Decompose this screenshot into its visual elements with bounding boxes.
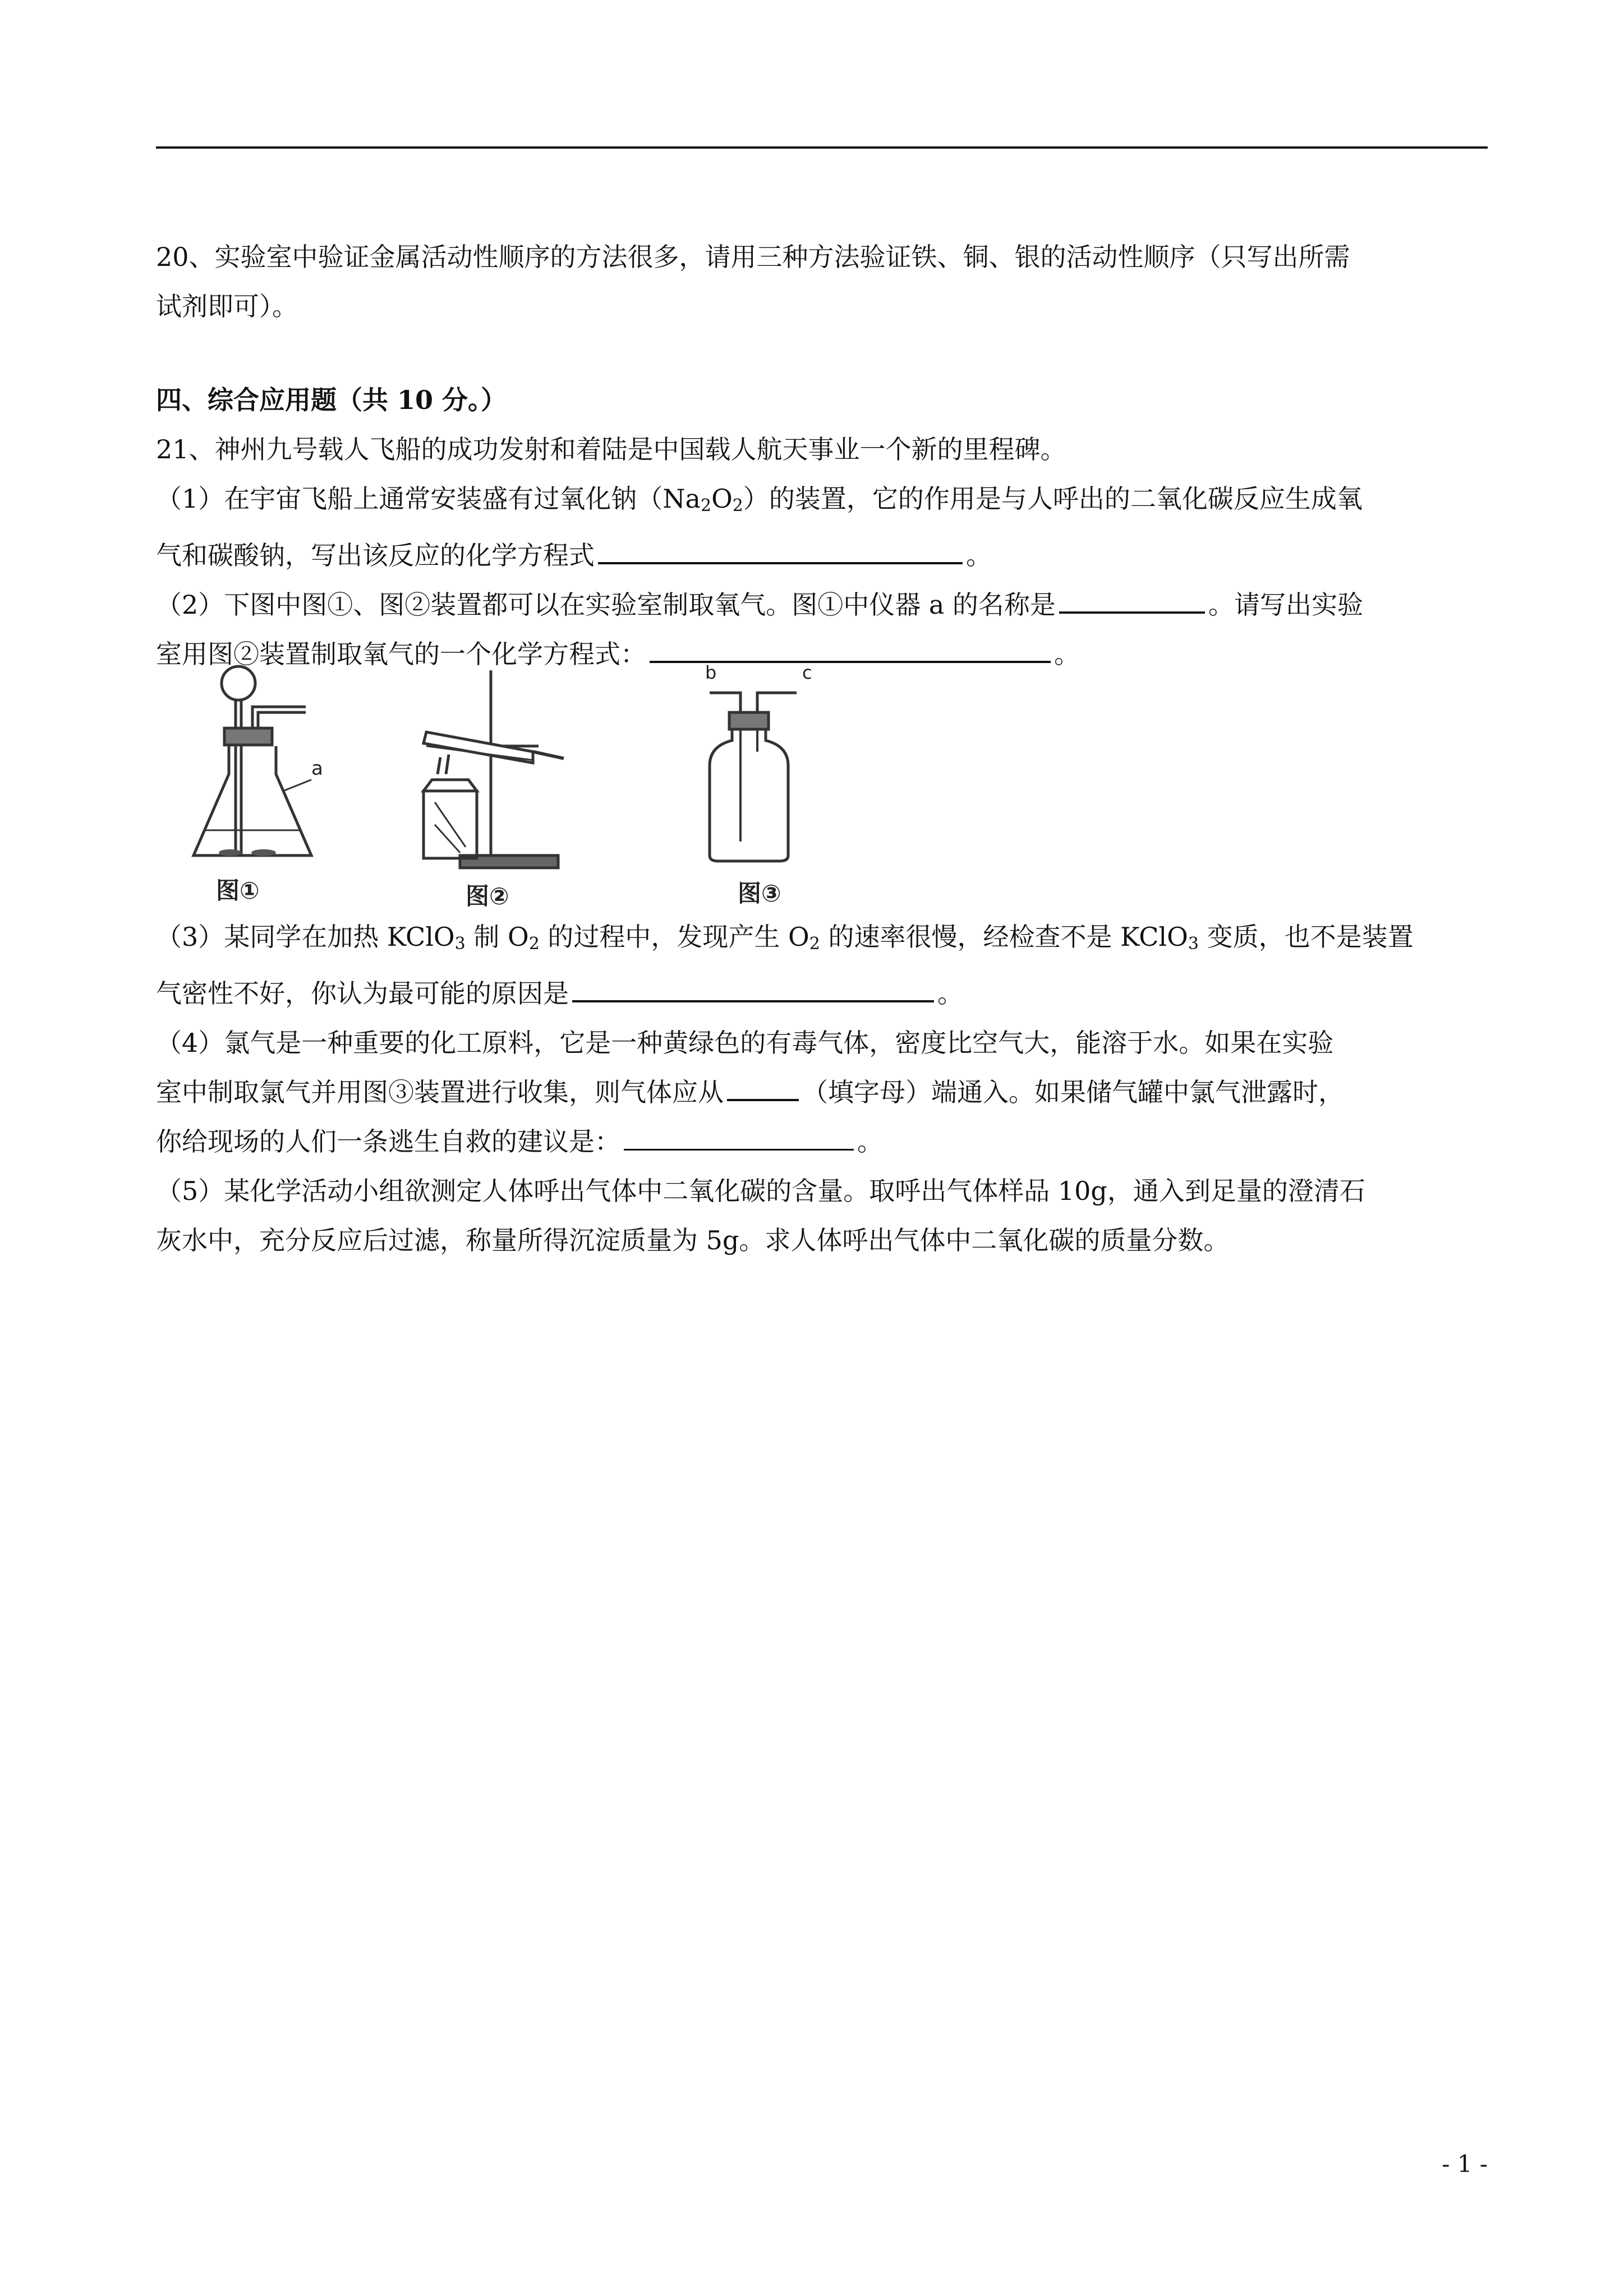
- question-21-part-3-line-1: （3）某同学在加热 KClO$_3$ 制 $O_2$ 的过程中，发现产生 $O_2$ 的速率很慢，经检查不是 KClO$_3$ 变质，也不是装置: [156, 922, 1414, 954]
- question-21-intro: 21、神州九号载人飞船的成功发射和着陆是中国载人航天事业一个新的里程碑。: [156, 434, 1066, 464]
- question-21-part-4-line-1: （4）氯气是一种重要的化工原料，它是一种黄绿色的有毒气体，密度比空气大，能溶于水。如果在实验: [156, 1028, 1334, 1058]
- label-a: a: [311, 757, 323, 780]
- figure-1: [185, 662, 353, 904]
- answer-blank-reason[interactable]: [572, 974, 934, 1002]
- question-20: [156, 232, 1488, 331]
- figure-1-drawing: [185, 662, 353, 875]
- figure-2: [393, 662, 606, 910]
- figure-3: [698, 662, 833, 907]
- question-20-line-1: 20、实验室中验证金属活动性顺序的方法很多，请用三种方法验证铁、铜、银的活动性顺序（只写出所需: [156, 242, 1350, 272]
- question-21-part-2-line-1: （2）下图中图①、图②装置都可以在实验室制取氧气。图①中仪器 a 的名称是 。请写出实验: [156, 580, 1488, 629]
- page-number: - 1 -: [1442, 2150, 1488, 2178]
- figure-3-caption: 图③: [738, 880, 781, 907]
- answer-blank-equation-1[interactable]: [598, 536, 963, 564]
- label-b: b: [705, 662, 717, 683]
- figure-2-drawing: [393, 662, 606, 886]
- question-21-part-5-line-1: （5）某化学活动小组欲测定人体呼出气体中二氧化碳的含量。取呼出气体样品 10g，通入到足量的澄清石: [156, 1176, 1365, 1206]
- answer-blank-inlet-letter[interactable]: [727, 1073, 799, 1101]
- header-rule: [156, 146, 1488, 149]
- question-21-part-3-line-2: 气密性不好，你认为最可能的原因是 。: [156, 969, 1488, 1018]
- question-21-part-1-line-1: （1）在宇宙飞船上通常安装盛有过氧化钠$(Na_2O_2)$的装置，它的作用是与人呼出的二氧化碳反应生成氧: [156, 484, 1363, 516]
- label-c: c: [802, 662, 812, 683]
- question-21-part-1-line-2: 气和碳酸钠，写出该反应的化学方程式 。: [156, 531, 1488, 580]
- section-4-title: 四、综合应用题（共 10 分。）: [156, 385, 507, 415]
- formula-na2o2: $Na_2O_2$: [663, 484, 743, 516]
- question-21-part-5-line-2: 灰水中，充分反应后过滤，称量所得沉淀质量为 5g。求人体呼出气体中二氧化碳的质量分数。: [156, 1225, 1230, 1255]
- question-21: [156, 425, 1488, 679]
- figure-1-caption: 图①: [216, 877, 260, 904]
- question-20-line-2: 试剂即可）。: [156, 291, 298, 321]
- answer-blank-equation-2[interactable]: [650, 635, 1051, 663]
- question-21-continued: [156, 912, 1488, 1265]
- answer-blank-escape-advice[interactable]: [624, 1123, 854, 1151]
- answer-blank-instrument-a[interactable]: [1059, 586, 1205, 614]
- question-21-part-4-line-2: 室中制取氯气并用图③装置进行收集，则气体应从 （填字母）端通入。如果储气罐中氯气泄露时，: [156, 1068, 1488, 1117]
- question-21-part-2-line-2: 室用图②装置制取氧气的一个化学方程式： 。: [156, 629, 1488, 679]
- figure-2-caption: 图②: [466, 882, 509, 910]
- figure-3-drawing: [698, 662, 833, 881]
- question-21-part-4-line-3: 你给现场的人们一条逃生自救的建议是： 。: [156, 1117, 1488, 1166]
